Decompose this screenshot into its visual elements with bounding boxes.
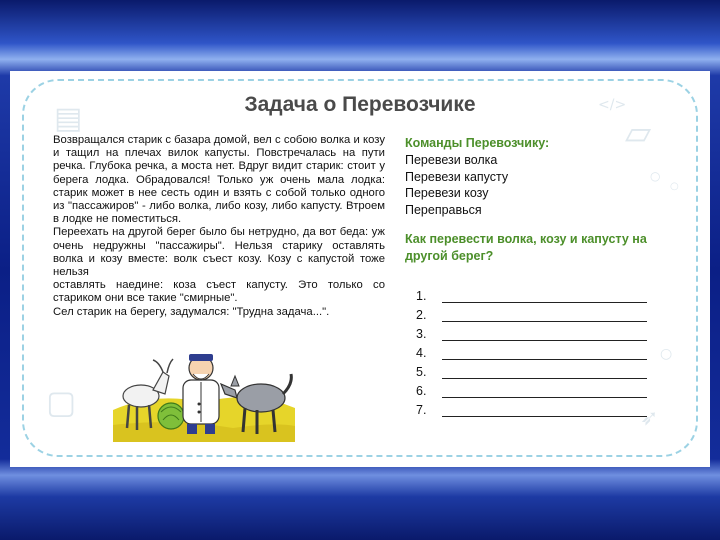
page-title: Задача о Перевозчике [244,93,476,116]
story-paragraph: Переехать на другой берег было бы нетрудно, да вот беда: уж очень недружны "пассажиры". Нельзя старику оставлять волка и козу вместе: волк съест козу. Козу с капустой тоже нельзя [53,226,385,279]
blank-line[interactable] [442,349,647,360]
answer-list [416,284,647,417]
story-paragraph: Сел старик на берегу, задумался: "Трудна задача...". [53,305,330,318]
old-man-goat-wolf-illustration [113,350,295,442]
command-item: Перевези волка [405,153,498,167]
cursor-icon: ➶ [640,406,659,431]
answer-number: 7. [416,403,427,417]
command-item: Перевези капусту [405,169,509,184]
answer-number: 5. [416,365,427,379]
answer-line [416,303,647,322]
commands-list [405,152,508,218]
answer-line [416,284,647,303]
answer-line [416,398,647,417]
answer-number: 4. [416,346,427,360]
commands-title: Команды Перевозчику: [405,136,550,150]
laptop-icon: ▱ [625,113,652,153]
cabbage-figure [158,403,184,429]
story-text [53,134,385,319]
circle-icon: ○ [650,169,661,183]
answer-number: 3. [416,327,427,341]
document-icon: ▤ [54,101,83,136]
answer-line [416,360,647,379]
blank-line[interactable] [442,292,647,303]
answer-number: 6. [416,384,427,398]
answer-number: 2. [416,308,427,322]
code-icon: </> [598,97,627,113]
story-paragraph: оставлять наедине: коза съест капусту. Это только со стариком они все такие "смирные". [53,279,385,305]
story-paragraph: Возвращался старик с базара домой, вел с собою волка и козу и тащил на плечах вилок капусты. Повстречалась на пути речка. Глубока речка, а моста нет. Вдруг видит старик: стоит у берега лодка. Обрадовался! Только уж очень мала лодка: старик может в нее сесть один и взять с собой только одного из "пассажиров" - либо волка, либо козу, либо капусту. Втроем в лодке не поместиться. [53,134,385,226]
answer-line [416,322,647,341]
answer-line [416,379,647,398]
blank-line[interactable] [442,311,647,322]
slide [10,71,710,467]
tablet-icon: ▢ [46,383,77,421]
blank-line[interactable] [442,406,647,417]
command-item: Переправься [405,202,482,217]
blank-line[interactable] [442,330,647,341]
command-item: Перевези козу [405,186,489,200]
blank-line[interactable] [442,387,647,398]
answer-number: 1. [416,289,427,303]
blank-line[interactable] [442,368,647,379]
circle-icon: ○ [670,181,679,192]
answer-line [416,341,647,360]
circle-icon: ○ [660,346,673,362]
question-text: Как перевести волка, козу и капусту на другой берег? [405,232,647,263]
